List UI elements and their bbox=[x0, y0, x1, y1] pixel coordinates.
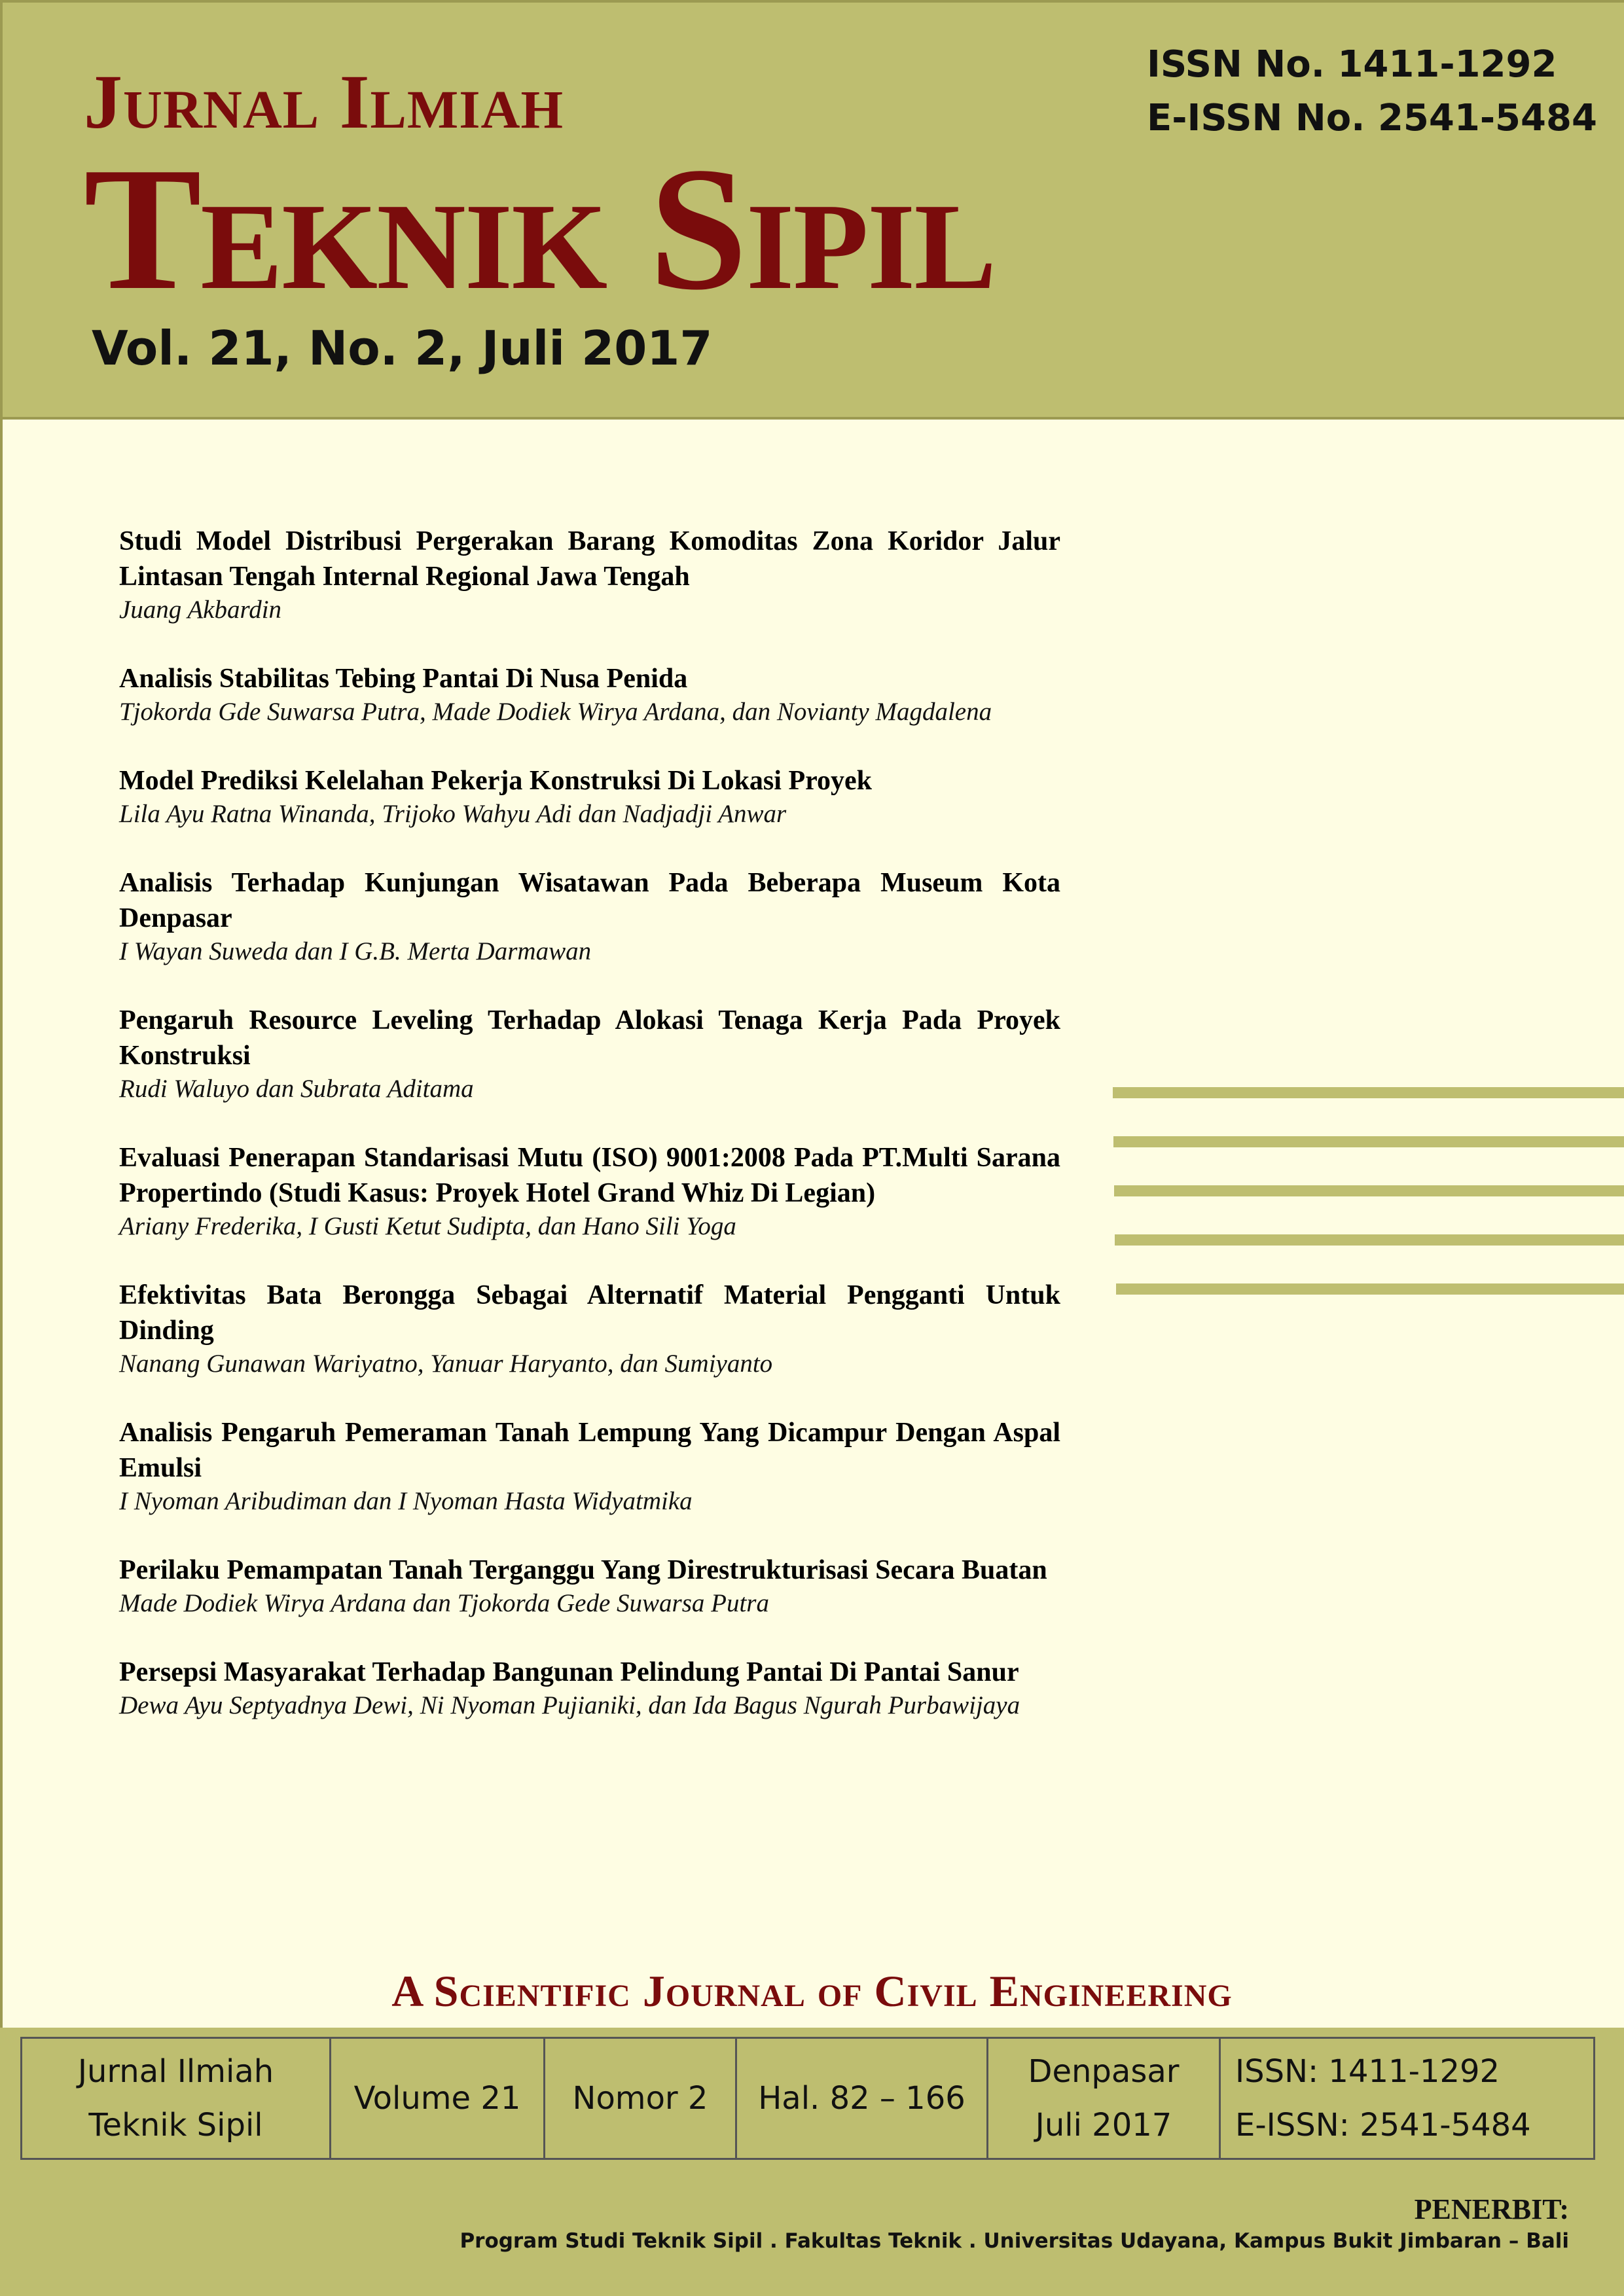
info-eissn: E-ISSN: 2541-5484 bbox=[1235, 2107, 1531, 2144]
eissn-number: E-ISSN No. 2541-5484 bbox=[1147, 97, 1597, 139]
journal-subtitle: A Scientific Journal of Civil Engineering bbox=[391, 1966, 1233, 2016]
article-entry bbox=[119, 1140, 1060, 1242]
decorative-stripe bbox=[1113, 1087, 1624, 1098]
cover-header bbox=[0, 0, 1624, 420]
info-volume: Volume 21 bbox=[353, 2080, 521, 2117]
article-entry bbox=[119, 1655, 1060, 1721]
info-number: Nomor 2 bbox=[572, 2080, 708, 2117]
article-title: Studi Model Distribusi Pergerakan Barang Komoditas Zona Koridor Jalur Lintasan Tengah Internal Regional Jawa Tengah bbox=[119, 526, 1060, 592]
decorative-stripe bbox=[1115, 1234, 1624, 1246]
info-cell-pages bbox=[737, 2039, 988, 2158]
article-entry bbox=[119, 865, 1060, 967]
article-entry bbox=[119, 524, 1060, 626]
article-authors: Lila Ayu Ratna Winanda, Trijoko Wahyu Adi dan Nadjadji Anwar bbox=[119, 800, 787, 828]
article-entry bbox=[119, 1552, 1060, 1619]
info-cell-volume bbox=[331, 2039, 545, 2158]
left-border bbox=[0, 0, 3, 2296]
article-authors: I Nyoman Aribudiman dan I Nyoman Hasta Widyatmika bbox=[119, 1487, 693, 1515]
article-title: Analisis Terhadap Kunjungan Wisatawan Pada Beberapa Museum Kota Denpasar bbox=[119, 868, 1060, 933]
journal-title-line2: Teknik Sipil bbox=[84, 131, 996, 327]
cover-footer bbox=[0, 2028, 1624, 2296]
info-cell-place-date bbox=[988, 2039, 1221, 2158]
article-title: Analisis Pengaruh Pemeraman Tanah Lempung Yang Dicampur Dengan Aspal Emulsi bbox=[119, 1418, 1060, 1483]
article-title: Perilaku Pemampatan Tanah Terganggu Yang Direstrukturisasi Secara Buatan bbox=[119, 1555, 1047, 1585]
article-title: Model Prediksi Kelelahan Pekerja Konstruksi Di Lokasi Proyek bbox=[119, 766, 872, 796]
article-title: Analisis Stabilitas Tebing Pantai Di Nusa Penida bbox=[119, 664, 688, 694]
article-title: Pengaruh Resource Leveling Terhadap Alokasi Tenaga Kerja Pada Proyek Konstruksi bbox=[119, 1005, 1060, 1071]
article-entry bbox=[119, 1003, 1060, 1105]
decorative-stripe bbox=[1114, 1185, 1624, 1196]
top-border bbox=[0, 0, 1624, 3]
article-entry bbox=[119, 763, 1060, 830]
info-journal-line2: Teknik Sipil bbox=[88, 2107, 263, 2144]
info-date: Juli 2017 bbox=[1035, 2107, 1172, 2144]
issn-number: ISSN No. 1411-1292 bbox=[1147, 43, 1557, 86]
info-city: Denpasar bbox=[1028, 2053, 1180, 2090]
info-cell-issn bbox=[1221, 2039, 1593, 2158]
table-of-contents bbox=[119, 524, 1060, 1757]
article-authors: Tjokorda Gde Suwarsa Putra, Made Dodiek Wirya Ardana, dan Novianty Magdalena bbox=[119, 698, 992, 726]
article-entry bbox=[119, 1415, 1060, 1517]
journal-title-line1: Jurnal Ilmiah bbox=[84, 59, 564, 145]
issn-block bbox=[1147, 38, 1597, 145]
journal-info-table bbox=[20, 2037, 1595, 2160]
decorative-stripe bbox=[1116, 1283, 1624, 1295]
article-title: Persepsi Masyarakat Terhadap Bangunan Pelindung Pantai Di Pantai Sanur bbox=[119, 1657, 1019, 1687]
info-cell-number bbox=[545, 2039, 737, 2158]
article-authors: Juang Akbardin bbox=[119, 596, 282, 624]
article-authors: Nanang Gunawan Wariyatno, Yanuar Haryanto, dan Sumiyanto bbox=[119, 1350, 773, 1378]
info-pages: Hal. 82 – 166 bbox=[758, 2080, 965, 2117]
article-entry bbox=[119, 1278, 1060, 1380]
publisher-text: Program Studi Teknik Sipil . Fakultas Teknik . Universitas Udayana, Kampus Bukit Jimbaran – Bali bbox=[460, 2229, 1569, 2253]
article-authors: Made Dodiek Wirya Ardana dan Tjokorda Gede Suwarsa Putra bbox=[119, 1589, 769, 1617]
info-issn: ISSN: 1411-1292 bbox=[1235, 2053, 1500, 2090]
article-authors: I Wayan Suweda dan I G.B. Merta Darmawan bbox=[119, 937, 592, 965]
volume-issue-date: Vol. 21, No. 2, Juli 2017 bbox=[92, 321, 713, 376]
article-entry bbox=[119, 661, 1060, 728]
info-journal-line1: Jurnal Ilmiah bbox=[77, 2053, 274, 2090]
article-title: Evaluasi Penerapan Standarisasi Mutu (ISO) 9001:2008 Pada PT.Multi Sarana Propertindo (Studi Kasus: Proyek Hotel Grand Whiz Di Legian) bbox=[119, 1143, 1060, 1208]
article-authors: Ariany Frederika, I Gusti Ketut Sudipta, dan Hano Sili Yoga bbox=[119, 1212, 736, 1240]
publisher-label: PENERBIT: bbox=[1414, 2193, 1569, 2225]
article-authors: Dewa Ayu Septyadnya Dewi, Ni Nyoman Pujianiki, dan Ida Bagus Ngurah Purbawijaya bbox=[119, 1691, 1020, 1719]
article-authors: Rudi Waluyo dan Subrata Aditama bbox=[119, 1075, 474, 1103]
info-cell-journal bbox=[22, 2039, 331, 2158]
decorative-stripe bbox=[1113, 1136, 1624, 1147]
article-title: Efektivitas Bata Berongga Sebagai Alternatif Material Pengganti Untuk Dinding bbox=[119, 1280, 1060, 1346]
